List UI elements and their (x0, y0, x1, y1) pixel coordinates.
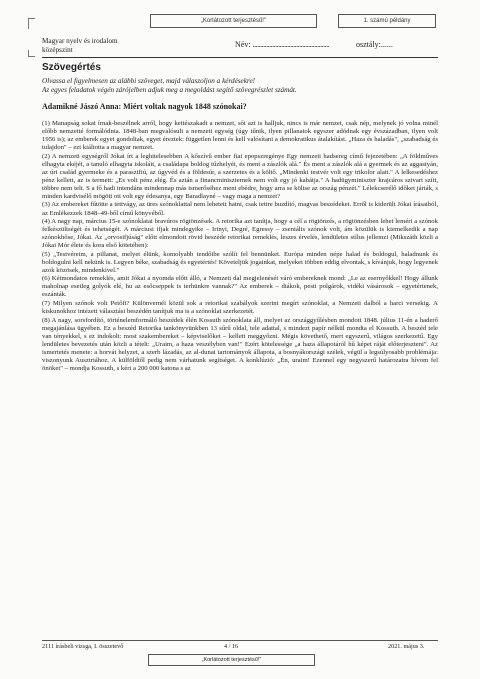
footer-divider (42, 640, 438, 641)
copy-number-stamp: 1. számú példány (338, 14, 436, 28)
paragraph-2: (2) A nemzeti egységről Jókai írt a leghitelesebben A kőszívű ember fiai epopszregénye Egy nemzeti hadsereg című fejezetében: „A földműves elhagyta ekéjét, a tanuló elhagyta iskoláit, a családapa boldog tűzhelyét, és ment a zászlók alá." És ment a zászlók alá a gyermek és az aggastyán, az úri család gyermeke és a parasztfiú, az úgyvéd és a földesúr, a szerzetes és a költő. „Mindenki testvér volt egy trikolor alatt." A lelkesedéshez pénz kellett, az is termett: „Es volt pénz elég. És aztán a financminiszternek nem volt egy jó kabátja." A hadügyminiszter krajcáros szivart szítt, többre nem telt. S a fő hadi intendáns mindennap más ismerőséhez ment ebédre, hogy arra se költse az ország pénzét." Lélekcserélő időket járták, s minden kardvisélő mögött ott volt egy édesanya, egy Baradlayné – vagy maga a nemzet? (42, 152, 438, 200)
article-body (42, 120, 438, 373)
article-title: Adamikné Jászó Anna: Miért voltak nagyok 1848 szónokai? (42, 102, 247, 111)
section-title: Szövegértés (42, 62, 101, 73)
corner-mark (28, 18, 35, 29)
name-label: Név: (235, 40, 251, 49)
level-line: középszint (42, 46, 73, 54)
restricted-stamp-bottom: „Korlátozott terjesztésű!" (148, 654, 315, 666)
instruction-line: Az egyes feladatok végén zárójelben adjuk meg a megoldást segítő szövegrészlet számát. (42, 85, 297, 94)
footer-page-number: 4 / 16 (224, 643, 239, 650)
instruction-line: Olvassa el figyelmesen az alábbi szöveget, majd válaszoljon a kérdésekre! (42, 77, 256, 85)
name-dots: ................................................... (252, 40, 330, 49)
name-field[interactable] (235, 40, 329, 49)
subject-line: Magyar nyelv és irodalom (42, 37, 118, 45)
paragraph-8: (8) A nagy, sorsfordító, történelemformáló beszédek élén Kossuth szónoklata áll, melyet az országgyűlésben mondott 1848. július 11-én a haderő megajánlása ügyében. Ez a beszéd Retorika tankönyvünkben 13 sűrű oldal, tele adattal, s mindezt papír nélkül mondta el Kossuth. A beszéd tele van tényekkel, s ez indokolt: most szakembereket – képviselőket – kellett meggyőzni. Mégis követhető, mert egyszerű, világos szerkezetű. Egy lendületes bevezetés után közli a tételt: „Uraim, a haza veszélyben van!" Ezért kötelessége „a haza állapotáról hű képet ráját előterjeszteni". Az ismertetés menete: a horvát helyzet, a szerb lázadás, az al-dunai tartományok állapota, a bosnyákországi szélek, végül a legsúlyosabb problémája: viszonyunk Ausztriához. A külföldtől pedig nem várhatunk segítséget. A konklúzió: „Én, uraim! Ezennel egy negyszerű határozatra hívom fel önöket" – mondja Kossuth, s kéri a 200 000 katona s az (42, 316, 438, 372)
paragraph-3: (3) Az embereket fűtötte a tettvágy, az üres szónoklattal nem lehetett hatni, csak tettre buzdító, magvas beszédeket. Erről is kiderült Jókai írásaiból, az Emlékezzek 1848–49-ből című könyvéből. (42, 201, 438, 217)
restricted-stamp-top: „Korlátozott terjesztésű!" (150, 14, 317, 28)
subject-header (42, 37, 118, 55)
class-field[interactable]: osztály:...... (356, 40, 393, 49)
footer-exam-id: 2111 írásbeli vizsga, I. összetevő (42, 643, 124, 650)
corner-mark (28, 50, 35, 57)
paragraph-6: (6) Kétmondatos remeklés, amit Jókai a nyomda előtt álló, a Nemzeti dal megjelenését váró embereknek mond: „Le az esernyőkkel! Hogy állunk maholnap esetleg golyók elé, hu az esőcseppek is terhünkre vannak?" Az emberek – diákok, pesti polgárok, vidéki vásárosok – egyetértenek, eszánták. (42, 275, 438, 299)
footer-date: 2021. május 3. (388, 643, 425, 650)
paragraph-1: (1) Manapság sokat írnak-beszélnek arról, hogy kettészakadt a nemzet, sőt azt is halljuk, nincs is már nemzet, csak nép, melynek jó volna minél előbb nemzetté formálódnia. 1848-ban megvalósult a nemzeti egység (úgy tűnik, ilyen pillanatok egyszer adódnak egy évszázadban, ilyen volt 1956 is); az emberek egyet gondoltak, egyet éreztek: független lenni és kell valósítani a demokratikus átalakítást. „Haza és haladás", „szabadság és tulajdon" – ezt kiáltotta a magyar nemzet. (42, 120, 438, 152)
paragraph-4: (4) A nagy nap, március 15-e szónoklatai bravúros rögtönzések. A retorika azt tanítja, hogy a cél a rögtönzés, a rögtönzésben lehet leméri a szónok felkészültségét és tehetségét. A márciusi ifjak mindegyike – Irinyi, Degré, Egressy – zseniális szónok volt, ám közülük is kiemelkedik a nap szónokhőse, Jókai. Az „orvosifjúság" előtt elmondott rövid beszéde retorikai remeklés, leszes érvelés, lendületes stílus jellemzi (Mikszáth közli a Jókai Mór élete és kora első kötetében): (42, 218, 438, 250)
header-divider (42, 57, 438, 58)
instructions (42, 77, 442, 94)
paragraph-5: (5) „Testvéreim, a pillanat, melyet élünk, komolyabb tendőibe szólít fel bennünket. Európa minden népe halad és boldogul, haladnunk és boldogulni kell nekünk is. Legyen béke, szabadság és egyetértés! Követeljük jogainkat, melyeket többen eddig elvontak, s kívánjuk, hogy legyenek azok közösek, mindenkivel." (42, 250, 438, 274)
paragraph-7: (7) Milyen szónok volt Petőfi? Különvernéi közül sok a retorikai szabályok szerint megírt szónoklat, a Nemzeti dalból a harci versekig. A kiskunokhoz intézett választási beszédén tanítjuk ma is a szónoklat szerkezetét. (42, 300, 438, 316)
